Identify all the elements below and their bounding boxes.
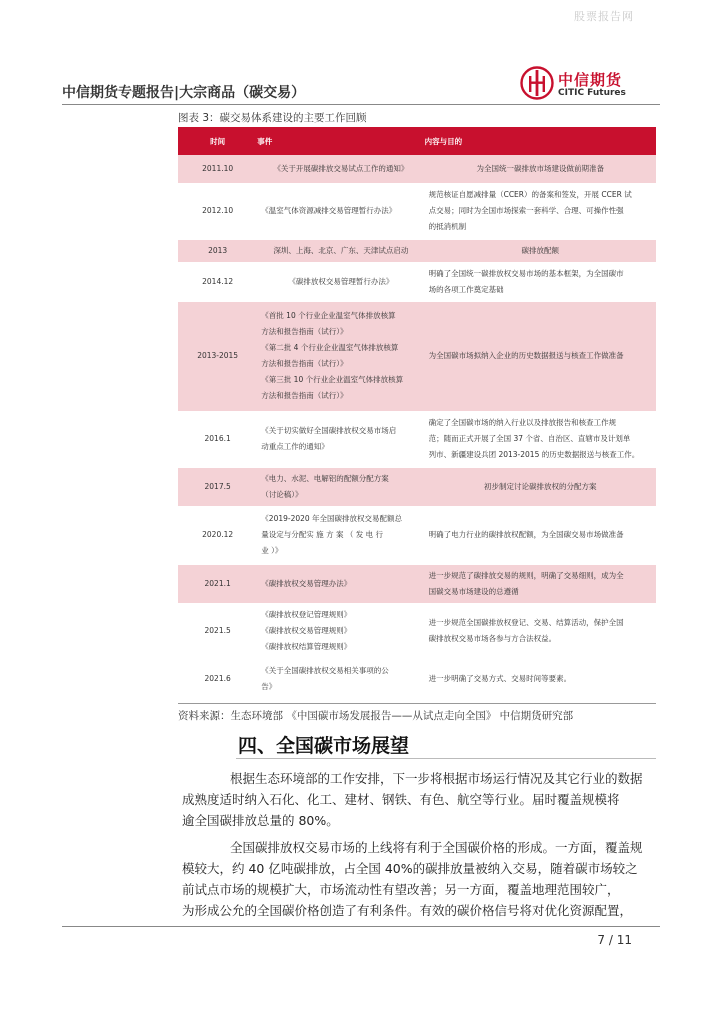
paragraph-line: 成熟度适时纳入石化、化工、建材、钢铁、有色、航空等行业。届时覆盖规模将: [182, 792, 620, 807]
cell-purpose: [425, 603, 656, 659]
cell-event-line: 深圳、上海、北京、广东、天津试点启动: [273, 245, 409, 255]
cell-purpose: [425, 506, 656, 564]
cell-purpose-line: 明确了电力行业的碳排放权配额，为全国碳交易市场做准备: [428, 530, 624, 539]
cell-event-line: 方法和报告指南（试行）》: [261, 391, 348, 400]
cell-event: [257, 183, 424, 239]
cell-event-line: 《首批 10 个行业企业温室气体排放核算: [261, 311, 396, 320]
cell-purpose-line: 碳排放配额: [521, 245, 560, 255]
figure-source: 资料来源：生态环境部 《中国碳市场发展报告——从试点走向全国》 中信期货研究部: [178, 710, 574, 722]
table-row: [178, 506, 656, 564]
page-header: [62, 66, 660, 106]
section-title: 四、全国碳市场展望: [238, 735, 410, 757]
table-row: [178, 262, 656, 301]
cell-event-line: 量设定与分配实 施 方 案 （ 发 电 行: [261, 530, 383, 539]
company-logo: [520, 66, 660, 106]
cell-purpose-line: 确定了全国碳市场的纳入行业以及排放报告和核查工作规: [428, 418, 617, 427]
paragraph-line: 根据生态环境部的工作安排，下一步将根据市场运行情况及其它行业的数据: [230, 771, 643, 786]
cell-event: [257, 506, 424, 564]
cell-time: 2017.5: [178, 467, 257, 506]
cell-event: [257, 603, 424, 659]
cell-event-line: 业 ）》: [261, 546, 283, 555]
cell-event-line: 《碳排放权交易管理办法》: [261, 578, 352, 588]
cell-event-line: 《第三批 10 个行业企业温室气体排放核算: [261, 375, 404, 384]
cell-purpose-line: 规范核证自愿减排量（CCER）的备案和签发，开展 CCER 试: [428, 190, 632, 199]
cell-purpose-line: 为全国统一碳排放市场建设做前期准备: [476, 163, 605, 173]
watermark: 股票报告网: [574, 10, 634, 23]
cell-time: 2021.5: [178, 603, 257, 659]
cell-time: 2020.12: [178, 506, 257, 564]
cell-event-line: 《关于切实做好全国碳排放权交易市场启: [261, 426, 397, 435]
figure-caption: 图表 3：碳交易体系建设的主要工作回顾: [178, 112, 367, 124]
cell-purpose-line: 的抵消机制: [428, 222, 467, 231]
cell-purpose: [425, 301, 656, 411]
cell-event: [257, 564, 424, 603]
paragraph-1: [182, 768, 658, 831]
section-underline: [236, 758, 656, 759]
cell-time: 2013: [178, 239, 257, 262]
cell-event: [257, 262, 424, 301]
cell-event: [257, 155, 424, 183]
cell-event-line: 方法和报告指南（试行）》: [261, 327, 348, 336]
cell-event: [257, 301, 424, 411]
table-row: [178, 564, 656, 603]
table-row: [178, 467, 656, 506]
cell-time: 2021.6: [178, 659, 257, 698]
table-row: [178, 659, 656, 698]
cell-event: [257, 411, 424, 467]
cell-event-line: 《第二批 4 个行业企业温室气体排放核算: [261, 343, 399, 352]
footer-divider: [62, 926, 660, 927]
paragraph-line: 前试点市场的规模扩大，市场流动性有望改善；另一方面，覆盖地理范围较广，: [182, 882, 620, 897]
cell-event-line: 《电力、水泥、电解铝的配额分配方案: [261, 473, 389, 483]
cell-purpose-line: 进一步规范了碳排放交易的规则，明确了交易细则，成为全: [428, 570, 624, 580]
table-row: [178, 603, 656, 659]
column-header-event: 事件: [257, 127, 424, 155]
cell-purpose-line: 场的各项工作奠定基础: [428, 284, 504, 294]
cell-time: 2021.1: [178, 564, 257, 603]
cell-purpose: [425, 411, 656, 467]
cell-purpose: [425, 659, 656, 698]
cell-purpose-line: 明确了全国统一碳排放权交易市场的基本框架，为全国碳市: [428, 268, 624, 278]
cell-purpose-line: 点交易；同时为全国市场探索一套科学、合理、可操作性强: [428, 206, 624, 215]
paragraph-line: 逾全国碳排放总量的 80%。: [182, 813, 339, 828]
cell-purpose-line: 为全国碳市场拟纳入企业的历史数据报送与核查工作做准备: [428, 351, 624, 360]
cell-event: [257, 239, 424, 262]
cell-event-line: 《碳排放权登记管理规则》: [261, 610, 352, 619]
table-header-row: [178, 127, 656, 155]
cell-event-line: （讨论稿）》: [261, 489, 303, 499]
table-row: [178, 155, 656, 183]
cell-event-line: 《碳排放权交易管理规则》: [261, 626, 352, 635]
cell-purpose-line: 初步制定讨论碳排放权的分配方案: [484, 481, 597, 491]
cell-time: 2016.1: [178, 411, 257, 467]
table-row: [178, 411, 656, 467]
cell-event-line: 方法和报告指南（试行）》: [261, 359, 348, 368]
cell-time: 2012.10: [178, 183, 257, 239]
cell-purpose-line: 范；随而正式开展了全国 37 个省、自治区、直辖市及计划单: [428, 434, 631, 443]
table-bottom-rule: [178, 703, 656, 704]
cell-time: 2014.12: [178, 262, 257, 301]
header-title: 中信期货专题报告|大宗商品（碳交易）: [62, 85, 306, 101]
cell-event-line: 《2019-2020 年全国碳排放权交易配额总: [261, 514, 403, 523]
cell-purpose: [425, 239, 656, 262]
cell-purpose: [425, 564, 656, 603]
column-header-time: 时间: [178, 127, 257, 155]
table-body: [178, 155, 656, 698]
cell-time: 2011.10: [178, 155, 257, 183]
cell-purpose: [425, 467, 656, 506]
cell-purpose-line: 进一步明确了交易方式、交易时间等要素。: [428, 673, 572, 683]
table-row: [178, 301, 656, 411]
cell-purpose-line: 列市、新疆建设兵团 2013-2015 的历史数据报送与核查工作。: [428, 450, 640, 459]
paragraph-line: 模较大，约 40 亿吨碳排放，占全国 40%的碳排放量被纳入交易，随着碳市场较之: [182, 861, 638, 876]
cell-purpose-line: 国碳交易市场建设的总遵循: [428, 586, 519, 596]
citic-logo-icon: [520, 66, 554, 100]
cell-purpose: [425, 155, 656, 183]
column-header-purpose: 内容与目的: [425, 127, 656, 155]
paragraph-line: 为形成公允的全国碳价格创造了有利条件。有效的碳价格信号将对优化资源配置，: [182, 903, 633, 918]
header-divider: [62, 104, 660, 105]
cell-event-line: 《关于全国碳排放权交易相关事项的公: [261, 665, 389, 675]
table-row: [178, 183, 656, 239]
cell-purpose: [425, 262, 656, 301]
cell-event-line: 《碳排放权结算管理规则》: [261, 642, 352, 651]
cell-event-line: 告》: [261, 681, 277, 691]
cell-event-line: 动重点工作的通知》: [261, 442, 329, 451]
paragraph-2: [182, 837, 658, 921]
cell-purpose-line: 进一步规范全国碳排放权登记、交易、结算活动，保护全国: [428, 618, 624, 627]
cell-event: [257, 659, 424, 698]
cell-event-line: 《温室气体资源减排交易管理暂行办法》: [261, 206, 397, 215]
logo-cn-text: 中信期货: [558, 71, 623, 89]
logo-en-text: CITIC Futures: [558, 88, 626, 98]
cell-purpose-line: 碳排放权交易市场各参与方合法权益。: [428, 634, 557, 643]
paragraph-line: 全国碳排放权交易市场的上线将有利于全国碳价格的形成。一方面，覆盖规: [230, 840, 643, 855]
cell-event-line: 《关于开展碳排放交易试点工作的通知》: [273, 163, 409, 173]
cell-event: [257, 467, 424, 506]
carbon-timeline-table: [178, 127, 656, 699]
cell-purpose: [425, 183, 656, 239]
page-number: 7 / 11: [597, 933, 632, 947]
cell-time: 2013-2015: [178, 301, 257, 411]
cell-event-line: 《碳排放权交易管理暂行办法》: [288, 276, 394, 286]
table-row: [178, 239, 656, 262]
